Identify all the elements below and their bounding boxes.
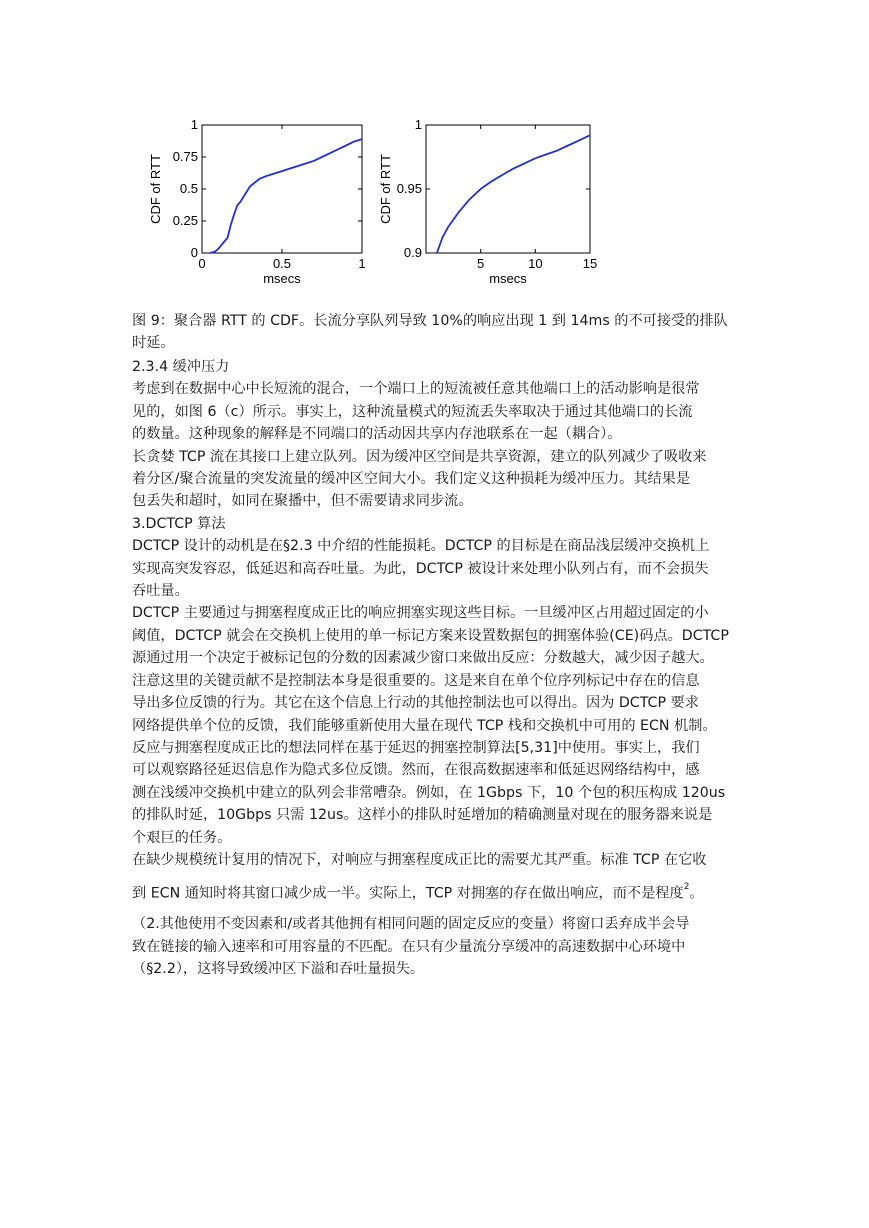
paragraph-line: （§2.2），这将导致缓冲区下溢和吞吐量损失。 (132, 961, 425, 978)
paragraph-line: 注意这里的关键贡献不是控制法本身是很重要的。这是来自在单个位序列标记中存在的信息 (132, 672, 700, 689)
paragraph-line: 的排队时延，10Gbps 只需 12us。这样小的排队时延增加的精确测量对现在的服务器来说是 (132, 807, 713, 824)
x-axis-label: msecs (489, 271, 527, 286)
cdf-chart-left (140, 115, 380, 295)
x-tick-label: 15 (582, 256, 598, 271)
section-heading-3: 3.DCTCP 算法 (132, 515, 226, 532)
x-axis-label: msecs (263, 271, 301, 286)
y-tick-label: 1 (414, 117, 422, 132)
cdf-chart-right (370, 115, 610, 295)
paragraph-line: 可以观察路径延迟信息作为隐式多位反馈。然而，在很高数据速率和低延迟网络结构中，感 (132, 762, 700, 779)
cdf-chart-left-svg (140, 115, 380, 295)
footnote-marker: 2 (683, 882, 690, 893)
paragraph-line: DCTCP 设计的动机是在§2.3 中介绍的性能损耗。DCTCP 的目标是在商品浅层缓冲交换机上 (132, 538, 710, 555)
x-tick-label: 1 (358, 256, 366, 271)
paragraph-line: （2.其他使用不变因素和/或者其他拥有相同问题的固定反应的变量）将窗口丢弃成半会导 (132, 916, 690, 933)
y-tick-label: 1 (190, 117, 198, 132)
paragraph-line: 着分区/聚合流量的突发流量的缓冲区空间大小。我们定义这种损耗为缓冲压力。其结果是 (132, 471, 691, 488)
caption-line-1: 图 9：聚合器 RTT 的 CDF。长流分享队列导致 10%的响应出现 1 到 14ms 的不可接受的排队 (132, 313, 728, 329)
y-tick-label: 0.25 (172, 213, 198, 228)
section-heading-2-3-4: 2.3.4 缓冲压力 (132, 359, 230, 375)
paragraph-line: 长贪婪 TCP 流在其接口上建立队列。因为缓冲区空间是共享资源，建立的队列减少了吸收来 (132, 448, 707, 465)
x-tick-label: 0.5 (272, 256, 292, 271)
paragraph-text-tail: 。 (689, 886, 704, 903)
plot-frame (426, 125, 590, 253)
paragraph-line: 吞吐量。 (132, 583, 189, 600)
x-tick-label: 0 (198, 256, 206, 271)
paragraph-line: 在缺少规模统计复用的情况下，对响应与拥塞程度成正比的需要尤其严重。标准 TCP 在它收 (132, 851, 707, 868)
x-tick-label: 5 (477, 256, 485, 271)
body-text (132, 356, 742, 981)
paragraph-line-with-footnote (132, 879, 742, 905)
cdf-series-line (437, 135, 590, 253)
paragraph-line: 导出多位反馈的行为。其它在这个信息上行动的其他控制法也可以得出。因为 DCTCP 要求 (132, 695, 699, 712)
x-tick-label: 10 (528, 256, 543, 271)
paragraph-line: 致在链接的输入速率和可用容量的不匹配。在只有少量流分享缓冲的高速数据中心环境中 (132, 938, 686, 955)
paragraph-line: 网络提供单个位的反馈，我们能够重新使用大量在现代 TCP 栈和交换机中可用的 ECN 机制。 (132, 717, 717, 734)
y-tick-label: 0.5 (179, 181, 198, 196)
y-axis-label: CDF of RTT (148, 154, 163, 224)
cdf-chart-right-svg (370, 115, 610, 295)
y-tick-label: 0 (190, 245, 198, 260)
plot-frame (202, 125, 362, 253)
paragraph-line: 包丢失和超时，如同在聚播中，但不需要请求同步流。 (132, 493, 473, 510)
paragraph-line: 见的，如图 6（c）所示。事实上，这种流量模式的短流丢失率取决于通过其他端口的长流 (132, 403, 693, 420)
paragraph-line: 的数量。这种现象的解释是不同端口的活动因共享内存池联系在一起（耦合）。 (132, 426, 622, 443)
paragraph-line: 测在浅缓冲交换机中建立的队列会非常嘈杂。例如，在 1Gbps 下，10 个包的积压构成 120us (132, 784, 726, 801)
paragraph-line: 个艰巨的任务。 (132, 829, 232, 846)
y-tick-label: 0.75 (172, 149, 198, 164)
paragraph-line: 实现高突发容忍，低延迟和高吞吐量。为此，DCTCP 被设计来处理小队列占有，而不会损失 (132, 560, 709, 577)
caption-line-2: 时延。 (132, 335, 175, 352)
y-axis-label: CDF of RTT (378, 154, 393, 224)
paragraph-text: 到 ECN 通知时将其窗口减少成一半。实际上，TCP 对拥塞的存在做出响应，而不是程度 (132, 886, 684, 903)
paragraph-line: 考虑到在数据中心中长短流的混合，一个端口上的短流被任意其他端口上的活动影响是很常 (132, 381, 700, 398)
y-tick-label: 0.95 (396, 181, 422, 196)
paragraph-line: 反应与拥塞程度成正比的想法同样在基于延迟的拥塞控制算法[5,31]中使用。事实上，我们 (132, 739, 700, 756)
cdf-series-line (210, 139, 362, 253)
paragraph-line: DCTCP 主要通过与拥塞程度成正比的响应拥塞实现这些目标。一旦缓冲区占用超过固定的小 (132, 605, 709, 622)
paragraph-line: 阈值，DCTCP 就会在交换机上使用的单一标记方案来设置数据包的拥塞体验(CE)码点。DCTCP (132, 627, 729, 644)
figure-caption (132, 310, 742, 355)
y-tick-label: 0.9 (403, 245, 422, 260)
paragraph-line: 源通过用一个决定于被标记包的分数的因素减少窗口来做出反应：分数越大，减少因子越大。 (132, 650, 714, 667)
